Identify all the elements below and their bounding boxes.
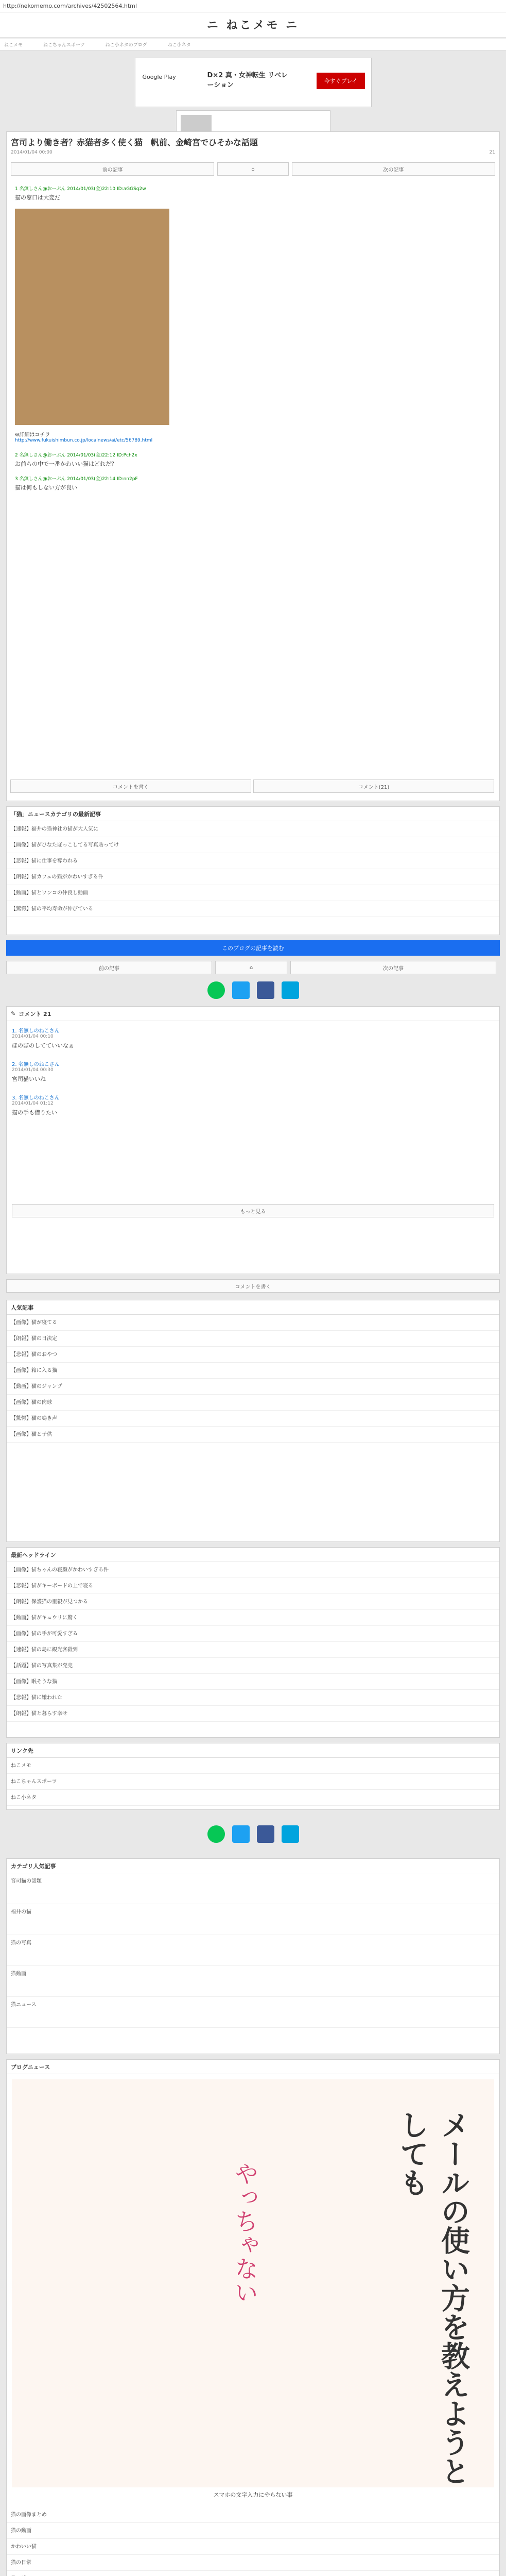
post-body: 猫の窓口は大変だ xyxy=(15,194,60,201)
comments-header xyxy=(7,1007,499,1021)
twitter-share-icon[interactable] xyxy=(232,981,250,999)
ranking-item[interactable]: 【画像】箱に入る猫 xyxy=(7,1363,499,1379)
category-item[interactable]: 猫動画 xyxy=(7,1966,499,1997)
blognews-item[interactable]: かわいい猫 xyxy=(7,2539,499,2555)
related-item[interactable]: 【驚愕】猫の平均寿命が伸びている xyxy=(7,901,499,917)
ranking-item[interactable]: 【朗報】猫の日決定 xyxy=(7,1331,499,1347)
ad-cta-button[interactable]: 今すぐプレイ xyxy=(317,73,364,89)
write-comment-button[interactable]: コメントを書く xyxy=(6,1279,500,1293)
share-row xyxy=(6,1825,500,1843)
blognews-title: ブログニュース xyxy=(7,2060,499,2074)
post-head: 2 名無しさん@おーぷん 2014/01/03(金)22:12 ID:Pch2x xyxy=(15,453,137,458)
category-item[interactable]: 宮司猫の話題 xyxy=(7,1873,499,1904)
headline-item[interactable]: 【画像】眠そうな猫 xyxy=(7,1674,499,1690)
headline-item[interactable]: 【悲報】猫に嫌われた xyxy=(7,1690,499,1706)
blog-read-button[interactable]: このブログの記事を読む xyxy=(6,940,500,956)
comment-body: ほのぼのしてていいなぁ xyxy=(12,1042,74,1049)
url-bar[interactable]: http://nekomemo.com/archives/42502564.html xyxy=(0,0,506,12)
more-comments-button[interactable]: もっと見る xyxy=(12,1204,494,1217)
top-nav-item[interactable]: ねこ小ネタのブログ xyxy=(105,43,147,48)
write-comment-tab[interactable]: コメントを書く xyxy=(10,779,251,793)
top-nav-item[interactable]: ねこ小ネタ xyxy=(167,43,191,48)
next-article-button[interactable]: 次の記事 xyxy=(290,961,496,974)
comment xyxy=(7,1088,499,1122)
comic-bubble: やっちゃない xyxy=(231,2162,259,2304)
ranking-item[interactable]: 【画像】猫と子供 xyxy=(7,1427,499,1443)
comment xyxy=(7,1055,499,1088)
post xyxy=(15,185,491,201)
line-share-icon[interactable] xyxy=(207,981,225,999)
headline-item[interactable]: 【速報】猫の島に観光客殺到 xyxy=(7,1642,499,1658)
comment-date: 2014/01/04 01:12 xyxy=(12,1101,54,1106)
ranking-item[interactable]: 【画像】猫が寝てる xyxy=(7,1315,499,1331)
headline-item[interactable]: 【朗報】保護猫の里親が見つかる xyxy=(7,1594,499,1610)
top-nav-item[interactable]: ねこメモ xyxy=(4,43,23,48)
home-button[interactable] xyxy=(217,162,288,176)
facebook-share-icon[interactable] xyxy=(257,1825,274,1843)
comment-head: 3. 名無しのねこさん xyxy=(12,1095,60,1101)
comment-head: 2. 名無しのねこさん xyxy=(12,1062,60,1067)
link-item[interactable]: ねこメモ xyxy=(7,1758,499,1774)
blognews-item[interactable] xyxy=(7,2571,499,2576)
home-icon: ⌂ xyxy=(249,964,253,971)
prev-article-button[interactable]: 前の記事 xyxy=(6,961,212,974)
line-share-icon[interactable] xyxy=(207,1825,225,1843)
related-item[interactable]: 【悲報】猫に仕事を奪われる xyxy=(7,853,499,869)
cat-photo xyxy=(15,209,169,425)
comment-count[interactable]: 21 xyxy=(489,150,495,155)
comment-tabs xyxy=(10,779,494,793)
headline-item[interactable]: 【悲報】猫がキーボードの上で寝る xyxy=(7,1578,499,1594)
twitter-share-icon[interactable] xyxy=(232,1825,250,1843)
link-item[interactable]: ねこ小ネタ xyxy=(7,1790,499,1806)
post-list xyxy=(11,183,495,501)
category-box xyxy=(6,1858,500,2054)
category-item[interactable]: 猫ニュース xyxy=(7,1997,499,2028)
photo-caption: ※詳細はコチラ xyxy=(15,432,50,438)
post-head: 3 名無しさん@おーぷん 2014/01/03(金)22:14 ID:nn2pF xyxy=(15,477,138,482)
top-nav xyxy=(0,39,506,50)
post xyxy=(15,451,491,468)
comment xyxy=(7,1021,499,1055)
comment-icon: ✎ xyxy=(11,1010,16,1017)
related-item[interactable]: 【速報】福井の猫神社の猫が大人気に xyxy=(7,821,499,837)
ranking-box xyxy=(6,1300,500,1542)
comic-image[interactable] xyxy=(12,2079,494,2502)
comment-head: 1. 名無しのねこさん xyxy=(12,1028,60,1034)
home-icon: ⌂ xyxy=(251,166,255,172)
prev-article-button[interactable]: 前の記事 xyxy=(11,162,214,176)
headline-item[interactable]: 【話題】猫の写真集が発売 xyxy=(7,1658,499,1674)
hatena-share-icon[interactable] xyxy=(282,981,299,999)
related-item[interactable]: 【朗報】猫カフェの猫がかわいすぎる件 xyxy=(7,869,499,885)
blognews-item[interactable]: 猫の動画 xyxy=(7,2523,499,2539)
related-box xyxy=(6,806,500,935)
share-row xyxy=(6,981,500,999)
site-title[interactable]: ニ ねこメモ ニ xyxy=(0,12,506,39)
related-item[interactable]: 【動画】猫とワンコの仲良し動画 xyxy=(7,885,499,901)
ad-name: D×2 真・女神転生 リベレーション xyxy=(207,72,288,89)
links-title: リンク先 xyxy=(7,1743,499,1758)
blognews-item[interactable]: 猫の日常 xyxy=(7,2555,499,2571)
headlines-box xyxy=(6,1547,500,1738)
facebook-share-icon[interactable] xyxy=(257,981,274,999)
related-item[interactable]: 【画像】猫がひなたぼっこしてる写真貼ってけ xyxy=(7,837,499,853)
related-title: 「猫」ニュースカテゴリの最新記事 xyxy=(7,807,499,821)
category-title: カテゴリ人気記事 xyxy=(7,1859,499,1873)
headlines-title: 最新ヘッドライン xyxy=(7,1548,499,1562)
comments-box xyxy=(6,1006,500,1274)
headline-item[interactable]: 【朗報】猫と暮らす幸せ xyxy=(7,1706,499,1722)
headline-item[interactable]: 【画像】猫ちゃんの寝顔がかわいすぎる件 xyxy=(7,1562,499,1578)
category-item[interactable]: 福井の猫 xyxy=(7,1904,499,1935)
post-body: お前らの中で一番かわいい猫はどれだ？ xyxy=(15,461,117,467)
main-content xyxy=(6,131,500,2576)
post-head: 1 名無しさん@おーぷん 2014/01/03(金)22:10 ID:aGGSq2w xyxy=(15,187,146,192)
source-link[interactable]: http://www.fukuishimbun.co.jp/localnews/ai/etc/56789.html xyxy=(15,438,153,443)
hatena-share-icon[interactable] xyxy=(282,1825,299,1843)
link-item[interactable]: ねこちゃんスポーツ xyxy=(7,1774,499,1790)
ranking-item[interactable]: 【画像】猫の肉球 xyxy=(7,1395,499,1411)
article xyxy=(6,131,500,801)
comment-date: 2014/01/04 00:10 xyxy=(12,1034,54,1039)
next-article-button[interactable]: 次の記事 xyxy=(292,162,495,176)
ranking-item[interactable]: 【悲報】猫のおやつ xyxy=(7,1347,499,1363)
ranking-item[interactable]: 【驚愕】猫の鳴き声 xyxy=(7,1411,499,1427)
comments-header-label: コメント 21 xyxy=(19,1010,51,1018)
blognews-item[interactable]: 猫の画像まとめ xyxy=(7,2507,499,2523)
post-body: 猫は何もしない方が良い xyxy=(15,484,77,491)
comment-date: 2014/01/04 00:30 xyxy=(12,1067,54,1073)
comment-body: 宮司猫いいね xyxy=(12,1076,46,1082)
comment-body: 猫の手も借りたい xyxy=(12,1109,57,1116)
article-date: 2014/01/04 00:00 xyxy=(11,150,53,155)
post xyxy=(15,475,491,492)
ranking-title: 人気記事 xyxy=(7,1300,499,1315)
article-title[interactable]: 宮司より働き者？赤猫者多く使く猫 帆前、金崎宮でひそかな話題 xyxy=(11,138,258,147)
links-box xyxy=(6,1743,500,1810)
ranking-item[interactable]: 【動画】猫のジャンプ xyxy=(7,1379,499,1395)
top-nav-item[interactable]: ねこちゃんスポーツ xyxy=(43,43,85,48)
comic-title: スマホの文字入力にやらない事 xyxy=(12,2487,494,2502)
headline-item[interactable]: 【画像】猫の手が可愛すぎる xyxy=(7,1626,499,1642)
home-button[interactable] xyxy=(215,961,287,974)
ad-brand: Google Play xyxy=(142,74,176,80)
headline-item[interactable]: 【動画】猫がキュウリに驚く xyxy=(7,1610,499,1626)
comic-text: メールの使い方を教えようとしても xyxy=(395,2110,470,2485)
category-item[interactable]: 猫の写真 xyxy=(7,1935,499,1966)
blognews-box xyxy=(6,2059,500,2576)
ad-banner[interactable] xyxy=(135,58,372,107)
comments-tab[interactable]: コメント(21) xyxy=(253,779,494,793)
